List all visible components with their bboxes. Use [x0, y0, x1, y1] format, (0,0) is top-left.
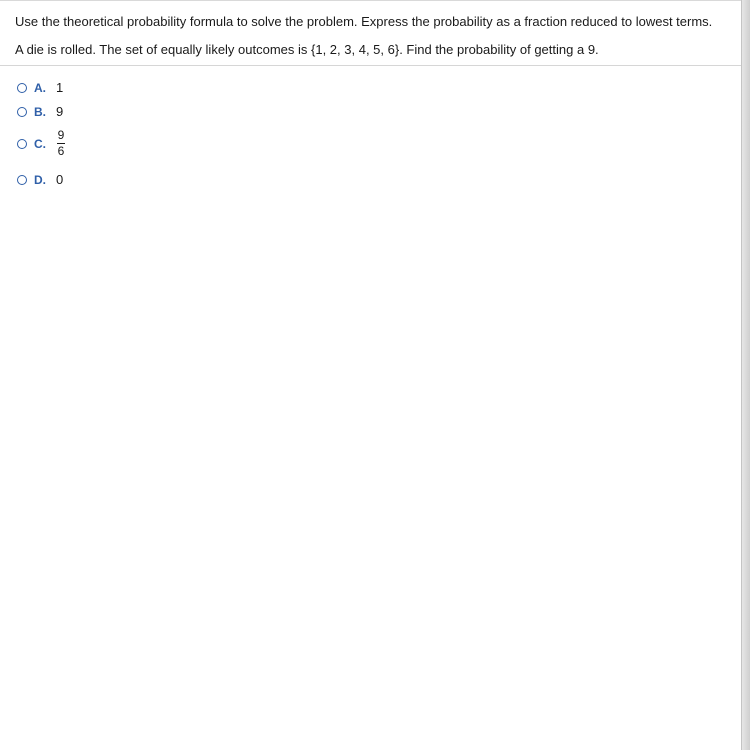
option-c-radio[interactable] — [17, 139, 27, 149]
option-d[interactable] — [17, 173, 63, 187]
option-c-denominator: 6 — [57, 144, 65, 158]
option-b[interactable] — [17, 105, 63, 119]
option-d-letter: D. — [34, 173, 46, 187]
question-text: A die is rolled. The set of equally likely outcomes is {1, 2, 3, 4, 5, 6}. Find the probability of getting a 9. — [15, 42, 599, 57]
divider — [0, 65, 742, 66]
option-d-radio[interactable] — [17, 175, 27, 185]
option-c-numerator: 9 — [57, 128, 65, 142]
option-b-letter: B. — [34, 105, 46, 119]
option-c-fraction — [57, 129, 65, 158]
instruction-text: Use the theoretical probability formula to solve the problem. Express the probability as a fraction reduced to lowest terms. — [15, 14, 713, 29]
option-b-radio[interactable] — [17, 107, 27, 117]
top-border — [0, 0, 750, 1]
option-c-letter: C. — [34, 136, 46, 151]
option-a-letter: A. — [34, 81, 46, 95]
option-b-value: 9 — [56, 104, 64, 119]
option-a[interactable] — [17, 81, 63, 95]
option-a-value: 1 — [56, 80, 64, 95]
option-c[interactable] — [17, 129, 65, 158]
option-d-value: 0 — [56, 172, 64, 187]
option-a-radio[interactable] — [17, 83, 27, 93]
scrollbar[interactable] — [741, 0, 750, 750]
